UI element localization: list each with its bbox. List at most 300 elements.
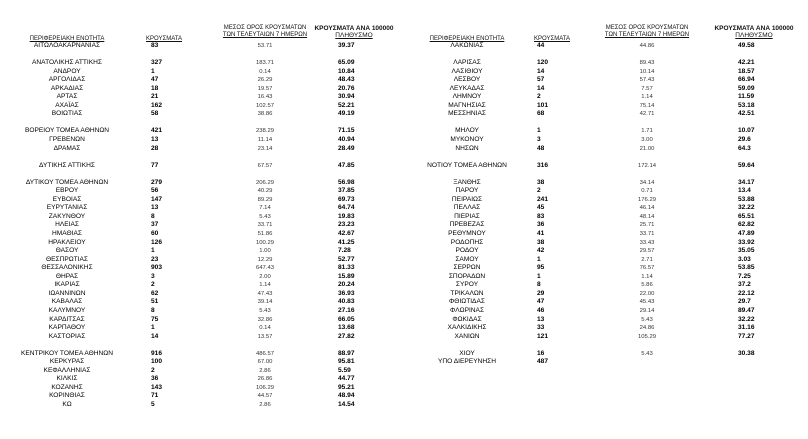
cases-value: 83	[537, 212, 545, 220]
avg-value: 44.86	[639, 43, 655, 49]
rate-value: 95.81	[338, 358, 355, 366]
rate-value: 34.17	[738, 178, 755, 186]
region-name: ΠΡΕΒΕΖΑΣ	[449, 221, 485, 229]
rate-value: 77.27	[738, 332, 755, 340]
rate-value: 64.3	[738, 144, 751, 152]
rate-value: 13.4	[738, 187, 751, 195]
table-row	[400, 136, 808, 145]
cases-value: 1	[151, 67, 155, 75]
region-name: ΧΙΟΥ	[459, 349, 475, 357]
table-row	[400, 221, 808, 230]
cases-value: 279	[151, 178, 163, 186]
avg-value: 40.29	[257, 188, 273, 195]
avg-value: 33.71	[257, 222, 273, 229]
row-spacer	[400, 119, 808, 128]
table-row	[0, 42, 400, 51]
region-name: ΔΡΑΜΑΣ	[53, 144, 81, 152]
rate-value: 3.03	[738, 255, 751, 263]
cases-value: 120	[537, 59, 549, 67]
region-name: ΙΚΑΡΙΑΣ	[54, 281, 80, 289]
cases-value: 3	[151, 272, 155, 280]
cases-value: 8	[151, 306, 155, 314]
cases-value: 29	[537, 289, 545, 297]
table-row	[400, 264, 808, 273]
rate-value: 48.43	[338, 76, 355, 84]
cases-value: 13	[151, 136, 159, 144]
region-name: ΑΡΤΑΣ	[56, 93, 78, 101]
avg-value: 29.14	[639, 307, 655, 314]
avg-value: 106.29	[255, 384, 275, 391]
table-row	[400, 196, 808, 205]
table-row	[0, 68, 400, 77]
avg-value: 13.57	[257, 333, 273, 340]
avg-value: 24.86	[639, 325, 655, 332]
table-row	[0, 127, 400, 136]
cases-value: 316	[537, 161, 549, 169]
region-name: ΣΥΡΟΥ	[455, 281, 479, 289]
region-name: ΒΟΡΕΙΟΥ ΤΟΜΕΑ ΑΘΗΝΩΝ	[24, 127, 110, 135]
region-name: ΙΩΑΝΝΙΝΩΝ	[48, 289, 86, 297]
avg-value: 67.57	[257, 162, 273, 169]
region-name: ΑΙΤΩΛΟΑΚΑΡΝΑΝΙΑΣ	[33, 42, 101, 49]
table-row	[0, 358, 400, 367]
table-row	[400, 324, 808, 333]
avg-value: 38.86	[257, 111, 273, 118]
region-name: ΜΑΓΝΗΣΙΑΣ	[448, 101, 486, 109]
table-row	[0, 316, 400, 325]
rate-value: 42.67	[338, 230, 355, 238]
avg-value: 100.29	[255, 239, 275, 246]
rate-value: 30.38	[738, 349, 755, 357]
avg-value: 2.00	[259, 273, 271, 280]
table-row	[400, 290, 808, 299]
region-name: ΗΛΕΙΑΣ	[55, 221, 79, 229]
rate-value: 32.22	[738, 315, 755, 323]
avg-value: 33.71	[639, 231, 655, 238]
right-header-rate-line1: ΚΡΟΥΣΜΑΤΑ ΑΝΑ 100000	[714, 25, 794, 32]
cases-value: 95	[537, 264, 545, 272]
table-row	[400, 230, 808, 239]
avg-value: 48.14	[639, 213, 655, 220]
region-name: ΛΗΜΝΟΥ	[452, 93, 482, 101]
region-name: ΚΑΛΥΜΝΟΥ	[48, 306, 86, 314]
table-row	[400, 162, 808, 171]
region-name: ΝΟΤΙΟΥ ΤΟΜΕΑ ΑΘΗΝΩΝ	[427, 161, 507, 169]
cases-value: 327	[151, 59, 163, 67]
avg-value: 12.29	[257, 256, 273, 263]
rate-value: 59.09	[738, 84, 755, 92]
avg-value: 23.14	[257, 145, 273, 152]
right-header-unit: ΠΕΡΙΦΕΡΕΙΑΚΗ ΕΝΟΤΗΤΑ	[429, 36, 505, 42]
avg-value: 0.14	[259, 68, 271, 75]
rate-value: 52.21	[338, 101, 355, 109]
table-row	[0, 273, 400, 282]
cases-value: 23	[151, 255, 159, 263]
row-spacer	[0, 170, 400, 179]
rate-value: 56.98	[338, 178, 355, 186]
table-row	[0, 392, 400, 401]
cases-value: 101	[537, 101, 549, 109]
rate-value: 31.16	[738, 324, 755, 332]
row-spacer	[400, 170, 808, 179]
rate-value: 53.18	[738, 101, 755, 109]
rate-value: 44.77	[338, 375, 355, 383]
region-name: ΕΥΒΟΙΑΣ	[52, 195, 82, 203]
avg-value: 0.71	[641, 188, 653, 195]
cases-value: 3	[537, 136, 541, 144]
region-name: ΗΜΑΘΙΑΣ	[52, 230, 82, 238]
region-name: ΑΡΓΟΛΙΔΑΣ	[48, 76, 86, 84]
rate-value: 33.92	[738, 238, 755, 246]
cases-value: 1	[537, 127, 541, 135]
region-name: ΡΟΔΟΠΗΣ	[450, 238, 484, 246]
region-name: ΕΒΡΟΥ	[55, 187, 79, 195]
row-spacer	[400, 341, 808, 350]
cases-value: 1	[537, 255, 541, 263]
table-row	[0, 187, 400, 196]
rate-value: 47.85	[338, 161, 355, 169]
table-row	[0, 384, 400, 393]
cases-value: 2	[537, 187, 541, 195]
cases-value: 2	[537, 93, 541, 101]
table-row	[400, 85, 808, 94]
rate-value: 66.94	[738, 76, 755, 84]
rate-value: 42.21	[738, 59, 755, 67]
avg-value: 89.43	[639, 60, 655, 67]
region-name: ΡΕΘΥΜΝΟΥ	[448, 230, 486, 238]
avg-value: 486.57	[255, 350, 275, 357]
left-header-rate-line2: ΠΛΗΘΥΣΜΟ	[335, 32, 373, 39]
region-name: ΖΑΚΥΝΘΟΥ	[48, 212, 86, 220]
avg-value: 11.14	[257, 137, 273, 144]
cases-value: 2	[151, 366, 155, 374]
table-row	[0, 375, 400, 384]
region-name: ΚΕΡΚΥΡΑΣ	[49, 358, 85, 366]
cases-value: 147	[151, 195, 163, 203]
cases-value: 44	[537, 42, 545, 49]
avg-value: 1.14	[641, 94, 653, 101]
rate-value: 47.89	[738, 230, 755, 238]
rate-value: 23.23	[338, 221, 355, 229]
rate-value: 20.76	[338, 84, 355, 92]
region-name: ΑΡΚΑΔΙΑΣ	[50, 84, 84, 92]
cases-value: 5	[151, 400, 155, 408]
region-name: ΛΑΡΙΣΑΣ	[453, 59, 481, 67]
rate-value: 7.28	[338, 247, 351, 255]
table-row	[0, 333, 400, 342]
cases-value: 77	[151, 161, 159, 169]
row-spacer	[0, 119, 400, 128]
region-name: ΔΥΤΙΚΟΥ ΤΟΜΕΑ ΑΘΗΝΩΝ	[25, 178, 109, 186]
rate-value: 10.84	[338, 67, 355, 75]
cases-value: 47	[151, 76, 159, 84]
avg-value: 42.71	[639, 111, 655, 118]
region-name: ΘΑΣΟΥ	[55, 247, 79, 255]
avg-value: 238.29	[255, 128, 275, 135]
row-spacer	[400, 51, 808, 60]
rate-value: 22.12	[738, 289, 755, 297]
table-row	[0, 350, 400, 359]
table-row	[0, 110, 400, 119]
avg-value: 45.43	[639, 299, 655, 306]
table-row	[400, 68, 808, 77]
rate-value: 59.64	[738, 161, 755, 169]
rate-value: 53.88	[738, 195, 755, 203]
rate-value: 49.58	[738, 42, 755, 49]
avg-value: 3.00	[641, 137, 653, 144]
rate-value: 69.73	[338, 195, 355, 203]
rate-value: 35.05	[738, 247, 755, 255]
cases-value: 41	[537, 230, 545, 238]
rate-value: 13.68	[338, 324, 355, 332]
rate-value: 14.54	[338, 400, 355, 408]
cases-value: 2	[151, 281, 155, 289]
avg-value: 89.29	[257, 196, 273, 203]
avg-value: 33.43	[639, 239, 655, 246]
region-name: ΜΗΛΟΥ	[455, 127, 479, 135]
avg-value: 5.43	[259, 307, 271, 314]
cases-value: 42	[537, 247, 545, 255]
region-name: ΛΕΣΒΟΥ	[453, 76, 481, 84]
region-name: ΔΥΤΙΚΗΣ ΑΤΤΙΚΗΣ	[39, 161, 95, 169]
table-row	[400, 76, 808, 85]
left-table	[0, 42, 400, 410]
avg-value: 105.29	[637, 333, 657, 340]
cases-value: 60	[151, 230, 159, 238]
region-name: ΛΑΣΙΘΙΟΥ	[451, 67, 483, 75]
cases-value: 62	[151, 289, 159, 297]
region-name: ΦΛΩΡΙΝΑΣ	[449, 306, 485, 314]
avg-value: 5.43	[641, 350, 653, 357]
table-row	[0, 76, 400, 85]
rate-value: 15.89	[338, 272, 355, 280]
cases-value: 37	[151, 221, 159, 229]
table-row	[0, 179, 400, 188]
region-name: ΦΩΚΙΔΑΣ	[452, 315, 482, 323]
avg-value: 67.00	[257, 359, 273, 366]
region-name: ΠΑΡΟΥ	[455, 187, 479, 195]
avg-value: 172.14	[637, 162, 657, 169]
rate-value: 10.07	[738, 127, 755, 135]
avg-value: 75.14	[639, 102, 655, 109]
cases-value: 48	[537, 144, 545, 152]
region-name: ΣΠΟΡΑΔΩΝ	[448, 272, 486, 280]
table-row	[0, 196, 400, 205]
cases-value: 421	[151, 127, 163, 135]
rate-value: 48.94	[338, 392, 355, 400]
avg-value: 183.71	[255, 60, 275, 67]
rate-value: 65.09	[338, 59, 355, 67]
left-header-cases: ΚΡΟΥΣΜΑΤΑ	[146, 36, 182, 42]
table-row	[400, 316, 808, 325]
cases-value: 33	[537, 324, 545, 332]
rate-value: 64.74	[338, 204, 355, 212]
table-row	[0, 85, 400, 94]
region-name: ΚΕΦΑΛΛΗΝΙΑΣ	[43, 366, 91, 374]
rate-value: 49.19	[338, 110, 355, 118]
avg-value: 46.14	[639, 205, 655, 212]
cases-value: 14	[151, 332, 159, 340]
avg-value: 19.57	[257, 85, 273, 92]
left-header-avg	[215, 25, 315, 39]
region-name: ΓΡΕΒΕΝΩΝ	[49, 136, 85, 144]
region-name: ΘΗΡΑΣ	[55, 272, 79, 280]
region-name: ΚΟΖΑΝΗΣ	[51, 383, 83, 391]
rate-value: 29.6	[738, 136, 751, 144]
avg-value: 2.71	[641, 256, 653, 263]
region-name: ΚΑΡΠΑΘΟΥ	[48, 324, 86, 332]
avg-value: 5.86	[641, 282, 653, 289]
rate-value: 62.82	[738, 221, 755, 229]
avg-value: 1.14	[259, 282, 271, 289]
table-row	[400, 307, 808, 316]
cases-value: 8	[537, 281, 541, 289]
table-row	[400, 213, 808, 222]
cases-value: 13	[151, 204, 159, 212]
rate-value: 40.83	[338, 298, 355, 306]
avg-value: 2.86	[259, 401, 271, 408]
right-header-cases: ΚΡΟΥΣΜΑΤΑ	[534, 36, 570, 42]
table-row	[400, 93, 808, 102]
cases-value: 16	[537, 349, 545, 357]
cases-value: 162	[151, 101, 163, 109]
row-spacer	[0, 153, 400, 162]
avg-value: 0.14	[259, 325, 271, 332]
rate-value: 89.47	[738, 306, 755, 314]
avg-value: 176.29	[637, 196, 657, 203]
avg-value: 22.00	[639, 290, 655, 297]
avg-value: 47.43	[257, 290, 273, 297]
rate-value: 81.33	[338, 264, 355, 272]
cases-value: 75	[151, 315, 159, 323]
table-row	[400, 247, 808, 256]
table-row	[400, 281, 808, 290]
table-row	[0, 59, 400, 68]
left-header-rate-line1: ΚΡΟΥΣΜΑΤΑ ΑΝΑ 100000	[314, 25, 394, 32]
region-name: ΚΟΡΙΝΘΙΑΣ	[49, 392, 85, 400]
avg-value: 26.29	[257, 77, 273, 84]
right-table	[400, 42, 808, 367]
avg-value: 16.43	[257, 94, 273, 101]
cases-value: 143	[151, 383, 163, 391]
rate-value: 88.97	[338, 349, 355, 357]
table-row	[0, 204, 400, 213]
rate-value: 41.25	[338, 238, 355, 246]
table-row	[400, 239, 808, 248]
cases-value: 1	[151, 247, 155, 255]
table-row	[0, 401, 400, 410]
rate-value: 53.85	[738, 264, 755, 272]
right-header-avg-line1: ΜΕΣΟΣ ΟΡΟΣ ΚΡΟΥΣΜΑΤΩΝ	[605, 25, 689, 31]
cases-value: 18	[151, 84, 159, 92]
avg-value: 51.86	[257, 231, 273, 238]
region-name: ΚΑΡΔΙΤΣΑΣ	[49, 315, 85, 323]
table-row	[400, 358, 808, 367]
region-name: ΝΗΣΩΝ	[455, 144, 479, 152]
table-row	[0, 324, 400, 333]
avg-value: 76.57	[639, 265, 655, 272]
region-name: ΣΑΜΟΥ	[455, 255, 479, 263]
cases-value: 8	[151, 212, 155, 220]
cases-value: 38	[537, 178, 545, 186]
table-row	[400, 127, 808, 136]
right-header-avg	[597, 25, 697, 39]
row-spacer	[0, 341, 400, 350]
region-name: ΜΥΚΟΝΟΥ	[450, 136, 484, 144]
table-row	[0, 247, 400, 256]
region-name: ΧΑΛΚΙΔΙΚΗΣ	[447, 324, 487, 332]
rate-value: 19.83	[338, 212, 355, 220]
left-header-avg-line2: ΤΩΝ ΤΕΛΕΥΤΑΙΩΝ 7 ΗΜΕΡΩΝ	[222, 32, 308, 38]
cases-value: 100	[151, 358, 163, 366]
region-name: ΚΙΛΚΙΣ	[56, 375, 78, 383]
rate-value: 65.51	[738, 212, 755, 220]
region-name: ΘΕΣΠΡΩΤΙΑΣ	[45, 255, 89, 263]
rate-value: 29.7	[738, 298, 751, 306]
region-name: ΕΥΡΥΤΑΝΙΑΣ	[46, 204, 88, 212]
avg-value: 1.00	[259, 248, 271, 255]
table-row	[0, 264, 400, 273]
rate-value: 42.51	[738, 110, 755, 118]
rate-value: 11.59	[738, 93, 755, 101]
cases-value: 46	[537, 306, 545, 314]
rate-value: 28.49	[338, 144, 355, 152]
table-row	[0, 136, 400, 145]
avg-value: 32.86	[257, 316, 273, 323]
avg-value: 21.00	[639, 145, 655, 152]
cases-value: 14	[537, 84, 545, 92]
table-row	[0, 256, 400, 265]
region-name: ΛΕΥΚΑΔΑΣ	[449, 84, 485, 92]
cases-value: 38	[537, 238, 545, 246]
table-row	[400, 179, 808, 188]
table-row	[0, 221, 400, 230]
table-row	[0, 367, 400, 376]
cases-value: 28	[151, 144, 159, 152]
table-row	[400, 298, 808, 307]
right-header-rate	[704, 25, 804, 39]
table-row	[400, 110, 808, 119]
rate-value: 30.94	[338, 93, 355, 101]
avg-value: 1.71	[641, 128, 653, 135]
rate-value: 18.57	[738, 67, 755, 75]
region-name: ΚΕΝΤΡΙΚΟΥ ΤΟΜΕΑ ΑΘΗΝΩΝ	[21, 349, 113, 357]
cases-value: 36	[151, 375, 159, 383]
region-name: ΚΑΒΑΛΑΣ	[51, 298, 83, 306]
region-name: ΞΑΝΘΗΣ	[453, 178, 481, 186]
avg-value: 57.43	[639, 77, 655, 84]
rate-value: 37.85	[338, 187, 355, 195]
left-header-unit: ΠΕΡΙΦΕΡΕΙΑΚΗ ΕΝΟΤΗΤΑ	[29, 36, 105, 42]
rate-value: 40.94	[338, 136, 355, 144]
rate-value: 5.59	[338, 366, 351, 374]
cases-value: 1	[537, 272, 541, 280]
region-name: ΑΝΑΤΟΛΙΚΗΣ ΑΤΤΙΚΗΣ	[32, 59, 102, 67]
rate-value: 27.82	[338, 332, 355, 340]
cases-value: 1	[151, 324, 155, 332]
cases-value: 51	[151, 298, 159, 306]
table-row	[0, 281, 400, 290]
rate-value: 71.15	[338, 127, 355, 135]
rate-value: 52.77	[338, 255, 355, 263]
cases-value: 241	[537, 195, 549, 203]
cases-value: 126	[151, 238, 163, 246]
table-row	[0, 230, 400, 239]
avg-value: 25.71	[639, 222, 655, 229]
table-row	[400, 273, 808, 282]
table-row	[400, 333, 808, 342]
rate-value: 95.21	[338, 383, 355, 391]
